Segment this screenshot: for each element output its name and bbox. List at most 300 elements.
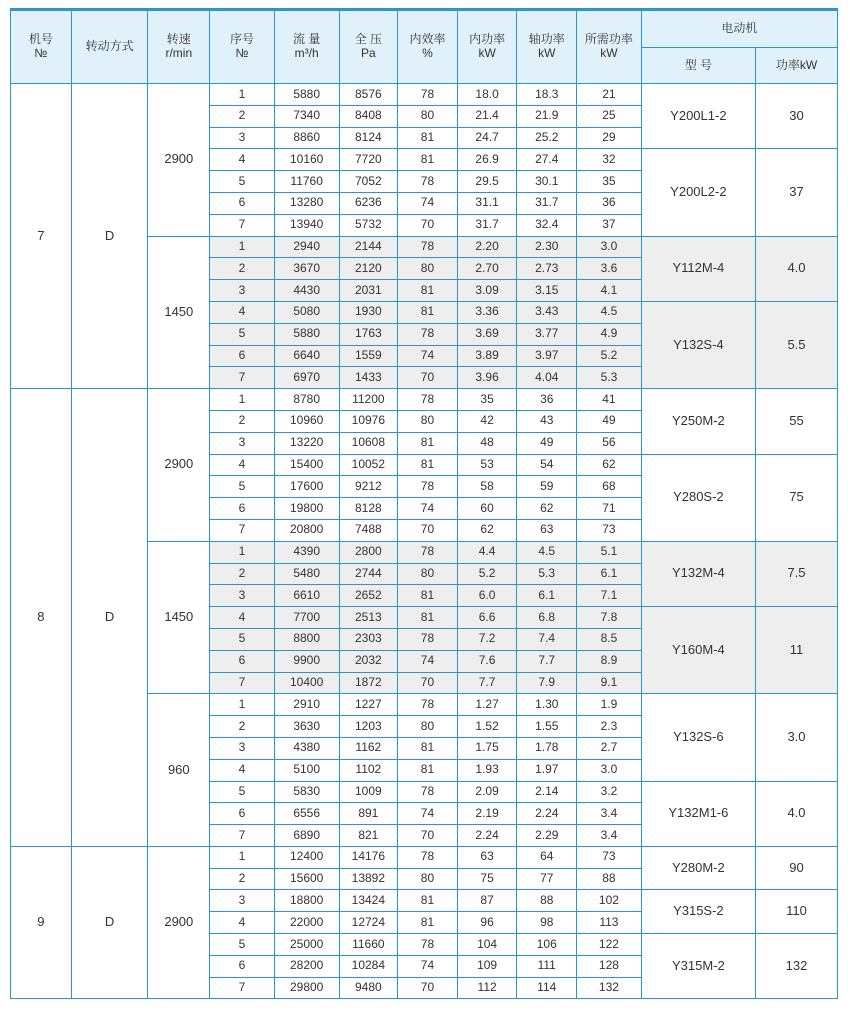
seq-cell: 5 xyxy=(210,781,275,803)
efficiency-cell: 78 xyxy=(398,781,458,803)
shaft-power-cell: 98 xyxy=(517,912,577,934)
seq-cell: 3 xyxy=(210,585,275,607)
inner-power-cell: 104 xyxy=(457,934,517,956)
motor-power-cell: 90 xyxy=(755,846,837,890)
flow-cell: 5880 xyxy=(274,84,339,106)
pressure-cell: 14176 xyxy=(339,846,398,868)
shaft-power-cell: 6.8 xyxy=(517,607,577,629)
required-power-cell: 128 xyxy=(577,955,642,977)
speed-cell: 1450 xyxy=(148,541,210,694)
motor-power-cell: 37 xyxy=(755,149,837,236)
pressure-cell: 12724 xyxy=(339,912,398,934)
flow-cell: 5080 xyxy=(274,301,339,323)
required-power-cell: 62 xyxy=(577,454,642,476)
pressure-cell: 10052 xyxy=(339,454,398,476)
pressure-cell: 1763 xyxy=(339,323,398,345)
seq-cell: 2 xyxy=(210,563,275,585)
efficiency-cell: 78 xyxy=(398,846,458,868)
inner-power-cell: 31.7 xyxy=(457,214,517,236)
required-power-cell: 9.1 xyxy=(577,672,642,694)
header-motor: 电动机 xyxy=(641,11,837,48)
flow-cell: 5830 xyxy=(274,781,339,803)
inner-power-cell: 62 xyxy=(457,519,517,541)
seq-cell: 1 xyxy=(210,694,275,716)
flow-cell: 7700 xyxy=(274,607,339,629)
table-row xyxy=(11,389,838,411)
inner-power-cell: 87 xyxy=(457,890,517,912)
inner-power-cell: 2.24 xyxy=(457,825,517,847)
seq-cell: 7 xyxy=(210,825,275,847)
pressure-cell: 8128 xyxy=(339,498,398,520)
table-header xyxy=(11,11,838,84)
flow-cell: 4430 xyxy=(274,280,339,302)
inner-power-cell: 3.96 xyxy=(457,367,517,389)
shaft-power-cell: 18.3 xyxy=(517,84,577,106)
required-power-cell: 49 xyxy=(577,410,642,432)
shaft-power-cell: 64 xyxy=(517,846,577,868)
inner-power-cell: 6.0 xyxy=(457,585,517,607)
motor-power-cell: 132 xyxy=(755,934,837,999)
required-power-cell: 36 xyxy=(577,192,642,214)
pressure-cell: 1227 xyxy=(339,694,398,716)
shaft-power-cell: 3.77 xyxy=(517,323,577,345)
flow-cell: 13940 xyxy=(274,214,339,236)
shaft-power-cell: 21.9 xyxy=(517,105,577,127)
flow-cell: 6610 xyxy=(274,585,339,607)
header-pressure: 全 压 Pa xyxy=(339,11,398,84)
seq-cell: 3 xyxy=(210,127,275,149)
inner-power-cell: 7.7 xyxy=(457,672,517,694)
machine-no-cell: 8 xyxy=(11,389,72,847)
inner-power-cell: 3.69 xyxy=(457,323,517,345)
flow-cell: 3670 xyxy=(274,258,339,280)
header-drive: 转动方式 xyxy=(71,11,148,84)
efficiency-cell: 81 xyxy=(398,890,458,912)
flow-cell: 15600 xyxy=(274,868,339,890)
pressure-cell: 10608 xyxy=(339,432,398,454)
efficiency-cell: 78 xyxy=(398,694,458,716)
seq-cell: 6 xyxy=(210,345,275,367)
motor-power-cell: 30 xyxy=(755,84,837,149)
seq-cell: 5 xyxy=(210,628,275,650)
efficiency-cell: 80 xyxy=(398,716,458,738)
required-power-cell: 5.1 xyxy=(577,541,642,563)
pressure-cell: 1433 xyxy=(339,367,398,389)
shaft-power-cell: 63 xyxy=(517,519,577,541)
seq-cell: 7 xyxy=(210,367,275,389)
flow-cell: 9900 xyxy=(274,650,339,672)
efficiency-cell: 70 xyxy=(398,825,458,847)
pressure-cell: 1162 xyxy=(339,737,398,759)
motor-model-cell: Y315M-2 xyxy=(641,934,755,999)
required-power-cell: 6.1 xyxy=(577,563,642,585)
shaft-power-cell: 4.04 xyxy=(517,367,577,389)
inner-power-cell: 2.20 xyxy=(457,236,517,258)
seq-cell: 2 xyxy=(210,410,275,432)
required-power-cell: 68 xyxy=(577,476,642,498)
shaft-power-cell: 3.15 xyxy=(517,280,577,302)
required-power-cell: 5.3 xyxy=(577,367,642,389)
efficiency-cell: 70 xyxy=(398,367,458,389)
pressure-cell: 821 xyxy=(339,825,398,847)
motor-model-cell: Y160M-4 xyxy=(641,607,755,694)
shaft-power-cell: 7.4 xyxy=(517,628,577,650)
pressure-cell: 9480 xyxy=(339,977,398,999)
pressure-cell: 2120 xyxy=(339,258,398,280)
required-power-cell: 3.6 xyxy=(577,258,642,280)
efficiency-cell: 74 xyxy=(398,803,458,825)
inner-power-cell: 29.5 xyxy=(457,171,517,193)
inner-power-cell: 18.0 xyxy=(457,84,517,106)
table-row xyxy=(11,84,838,106)
efficiency-cell: 74 xyxy=(398,498,458,520)
motor-power-cell: 55 xyxy=(755,389,837,454)
shaft-power-cell: 2.30 xyxy=(517,236,577,258)
inner-power-cell: 26.9 xyxy=(457,149,517,171)
inner-power-cell: 7.6 xyxy=(457,650,517,672)
motor-power-cell: 7.5 xyxy=(755,541,837,606)
header-efficiency: 内效率 % xyxy=(398,11,458,84)
required-power-cell: 1.9 xyxy=(577,694,642,716)
inner-power-cell: 1.75 xyxy=(457,737,517,759)
motor-model-cell: Y132M1-6 xyxy=(641,781,755,846)
seq-cell: 3 xyxy=(210,432,275,454)
header-flow: 流 量 m³/h xyxy=(274,11,339,84)
efficiency-cell: 81 xyxy=(398,912,458,934)
motor-power-cell: 110 xyxy=(755,890,837,934)
efficiency-cell: 78 xyxy=(398,541,458,563)
shaft-power-cell: 2.24 xyxy=(517,803,577,825)
pressure-cell: 7720 xyxy=(339,149,398,171)
seq-cell: 3 xyxy=(210,280,275,302)
efficiency-cell: 74 xyxy=(398,650,458,672)
efficiency-cell: 78 xyxy=(398,84,458,106)
efficiency-cell: 70 xyxy=(398,977,458,999)
efficiency-cell: 81 xyxy=(398,759,458,781)
seq-cell: 2 xyxy=(210,716,275,738)
flow-cell: 8800 xyxy=(274,628,339,650)
inner-power-cell: 96 xyxy=(457,912,517,934)
seq-cell: 5 xyxy=(210,476,275,498)
efficiency-cell: 78 xyxy=(398,628,458,650)
flow-cell: 6640 xyxy=(274,345,339,367)
seq-cell: 5 xyxy=(210,323,275,345)
shaft-power-cell: 3.97 xyxy=(517,345,577,367)
header-required-power: 所需功率 kW xyxy=(577,11,642,84)
flow-cell: 2910 xyxy=(274,694,339,716)
efficiency-cell: 80 xyxy=(398,105,458,127)
seq-cell: 4 xyxy=(210,454,275,476)
motor-model-cell: Y200L2-2 xyxy=(641,149,755,236)
required-power-cell: 4.1 xyxy=(577,280,642,302)
efficiency-cell: 81 xyxy=(398,585,458,607)
required-power-cell: 21 xyxy=(577,84,642,106)
flow-cell: 4380 xyxy=(274,737,339,759)
shaft-power-cell: 31.7 xyxy=(517,192,577,214)
flow-cell: 10400 xyxy=(274,672,339,694)
motor-power-cell: 11 xyxy=(755,607,837,694)
required-power-cell: 4.5 xyxy=(577,301,642,323)
inner-power-cell: 3.36 xyxy=(457,301,517,323)
efficiency-cell: 74 xyxy=(398,345,458,367)
required-power-cell: 29 xyxy=(577,127,642,149)
seq-cell: 4 xyxy=(210,301,275,323)
seq-cell: 1 xyxy=(210,846,275,868)
flow-cell: 13220 xyxy=(274,432,339,454)
flow-cell: 13280 xyxy=(274,192,339,214)
efficiency-cell: 70 xyxy=(398,519,458,541)
flow-cell: 6890 xyxy=(274,825,339,847)
required-power-cell: 3.4 xyxy=(577,803,642,825)
pressure-cell: 10284 xyxy=(339,955,398,977)
efficiency-cell: 70 xyxy=(398,214,458,236)
flow-cell: 10160 xyxy=(274,149,339,171)
pressure-cell: 2031 xyxy=(339,280,398,302)
seq-cell: 5 xyxy=(210,934,275,956)
pressure-cell: 9212 xyxy=(339,476,398,498)
motor-model-cell: Y132M-4 xyxy=(641,541,755,606)
motor-model-cell: Y200L1-2 xyxy=(641,84,755,149)
flow-cell: 29800 xyxy=(274,977,339,999)
efficiency-cell: 80 xyxy=(398,563,458,585)
inner-power-cell: 21.4 xyxy=(457,105,517,127)
required-power-cell: 56 xyxy=(577,432,642,454)
seq-cell: 3 xyxy=(210,737,275,759)
efficiency-cell: 70 xyxy=(398,672,458,694)
pressure-cell: 2652 xyxy=(339,585,398,607)
motor-model-cell: Y280S-2 xyxy=(641,454,755,541)
pressure-cell: 10976 xyxy=(339,410,398,432)
pressure-cell: 5732 xyxy=(339,214,398,236)
seq-cell: 4 xyxy=(210,149,275,171)
required-power-cell: 25 xyxy=(577,105,642,127)
required-power-cell: 4.9 xyxy=(577,323,642,345)
shaft-power-cell: 54 xyxy=(517,454,577,476)
flow-cell: 28200 xyxy=(274,955,339,977)
pressure-cell: 2744 xyxy=(339,563,398,585)
seq-cell: 4 xyxy=(210,759,275,781)
seq-cell: 7 xyxy=(210,519,275,541)
pressure-cell: 13892 xyxy=(339,868,398,890)
required-power-cell: 7.8 xyxy=(577,607,642,629)
required-power-cell: 71 xyxy=(577,498,642,520)
seq-cell: 6 xyxy=(210,955,275,977)
flow-cell: 10960 xyxy=(274,410,339,432)
seq-cell: 1 xyxy=(210,541,275,563)
flow-cell: 15400 xyxy=(274,454,339,476)
flow-cell: 6556 xyxy=(274,803,339,825)
flow-cell: 25000 xyxy=(274,934,339,956)
inner-power-cell: 48 xyxy=(457,432,517,454)
machine-no-cell: 9 xyxy=(11,846,72,999)
efficiency-cell: 80 xyxy=(398,410,458,432)
motor-model-cell: Y132S-4 xyxy=(641,301,755,388)
shaft-power-cell: 27.4 xyxy=(517,149,577,171)
efficiency-cell: 78 xyxy=(398,934,458,956)
flow-cell: 2940 xyxy=(274,236,339,258)
flow-cell: 3630 xyxy=(274,716,339,738)
shaft-power-cell: 1.30 xyxy=(517,694,577,716)
pressure-cell: 8124 xyxy=(339,127,398,149)
inner-power-cell: 2.19 xyxy=(457,803,517,825)
header-speed: 转速 r/min xyxy=(148,11,210,84)
pressure-cell: 2303 xyxy=(339,628,398,650)
shaft-power-cell: 5.3 xyxy=(517,563,577,585)
pressure-cell: 1559 xyxy=(339,345,398,367)
motor-model-cell: Y315S-2 xyxy=(641,890,755,934)
efficiency-cell: 81 xyxy=(398,301,458,323)
flow-cell: 19800 xyxy=(274,498,339,520)
seq-cell: 7 xyxy=(210,672,275,694)
pressure-cell: 2144 xyxy=(339,236,398,258)
shaft-power-cell: 2.29 xyxy=(517,825,577,847)
shaft-power-cell: 1.55 xyxy=(517,716,577,738)
motor-model-cell: Y250M-2 xyxy=(641,389,755,454)
header-inner-power: 内功率 kW xyxy=(457,11,517,84)
efficiency-cell: 78 xyxy=(398,323,458,345)
drive-type-cell: D xyxy=(71,84,148,389)
shaft-power-cell: 32.4 xyxy=(517,214,577,236)
flow-cell: 12400 xyxy=(274,846,339,868)
motor-power-cell: 4.0 xyxy=(755,236,837,301)
motor-power-cell: 4.0 xyxy=(755,781,837,846)
shaft-power-cell: 2.73 xyxy=(517,258,577,280)
shaft-power-cell: 36 xyxy=(517,389,577,411)
shaft-power-cell: 114 xyxy=(517,977,577,999)
pressure-cell: 11200 xyxy=(339,389,398,411)
flow-cell: 20800 xyxy=(274,519,339,541)
inner-power-cell: 1.27 xyxy=(457,694,517,716)
required-power-cell: 5.2 xyxy=(577,345,642,367)
flow-cell: 22000 xyxy=(274,912,339,934)
seq-cell: 7 xyxy=(210,977,275,999)
motor-model-cell: Y280M-2 xyxy=(641,846,755,890)
required-power-cell: 41 xyxy=(577,389,642,411)
required-power-cell: 3.4 xyxy=(577,825,642,847)
seq-cell: 2 xyxy=(210,868,275,890)
pressure-cell: 7052 xyxy=(339,171,398,193)
pressure-cell: 1102 xyxy=(339,759,398,781)
flow-cell: 7340 xyxy=(274,105,339,127)
required-power-cell: 2.3 xyxy=(577,716,642,738)
inner-power-cell: 35 xyxy=(457,389,517,411)
inner-power-cell: 6.6 xyxy=(457,607,517,629)
efficiency-cell: 78 xyxy=(398,236,458,258)
shaft-power-cell: 88 xyxy=(517,890,577,912)
shaft-power-cell: 1.78 xyxy=(517,737,577,759)
seq-cell: 6 xyxy=(210,803,275,825)
shaft-power-cell: 7.9 xyxy=(517,672,577,694)
motor-model-cell: Y132S-6 xyxy=(641,694,755,781)
seq-cell: 3 xyxy=(210,890,275,912)
required-power-cell: 3.0 xyxy=(577,759,642,781)
pressure-cell: 8576 xyxy=(339,84,398,106)
fan-performance-table-sheet xyxy=(10,10,838,999)
drive-type-cell: D xyxy=(71,846,148,999)
shaft-power-cell: 77 xyxy=(517,868,577,890)
seq-cell: 7 xyxy=(210,214,275,236)
seq-cell: 5 xyxy=(210,171,275,193)
inner-power-cell: 42 xyxy=(457,410,517,432)
flow-cell: 8860 xyxy=(274,127,339,149)
motor-power-cell: 3.0 xyxy=(755,694,837,781)
motor-model-cell: Y112M-4 xyxy=(641,236,755,301)
efficiency-cell: 81 xyxy=(398,149,458,171)
pressure-cell: 1872 xyxy=(339,672,398,694)
inner-power-cell: 1.93 xyxy=(457,759,517,781)
table-body xyxy=(11,84,838,999)
flow-cell: 17600 xyxy=(274,476,339,498)
pressure-cell: 6236 xyxy=(339,192,398,214)
inner-power-cell: 75 xyxy=(457,868,517,890)
inner-power-cell: 3.09 xyxy=(457,280,517,302)
header-motor-model: 型 号 xyxy=(641,48,755,84)
speed-cell: 1450 xyxy=(148,236,210,389)
efficiency-cell: 81 xyxy=(398,280,458,302)
flow-cell: 18800 xyxy=(274,890,339,912)
required-power-cell: 73 xyxy=(577,519,642,541)
seq-cell: 6 xyxy=(210,650,275,672)
efficiency-cell: 74 xyxy=(398,192,458,214)
inner-power-cell: 5.2 xyxy=(457,563,517,585)
inner-power-cell: 2.09 xyxy=(457,781,517,803)
efficiency-cell: 81 xyxy=(398,127,458,149)
pressure-cell: 7488 xyxy=(339,519,398,541)
seq-cell: 6 xyxy=(210,192,275,214)
flow-cell: 8780 xyxy=(274,389,339,411)
inner-power-cell: 4.4 xyxy=(457,541,517,563)
speed-cell: 2900 xyxy=(148,846,210,999)
required-power-cell: 37 xyxy=(577,214,642,236)
inner-power-cell: 7.2 xyxy=(457,628,517,650)
inner-power-cell: 63 xyxy=(457,846,517,868)
flow-cell: 5100 xyxy=(274,759,339,781)
seq-cell: 6 xyxy=(210,498,275,520)
header-machine-no: 机号 № xyxy=(11,11,72,84)
speed-cell: 2900 xyxy=(148,84,210,237)
efficiency-cell: 78 xyxy=(398,389,458,411)
seq-cell: 1 xyxy=(210,389,275,411)
efficiency-cell: 81 xyxy=(398,607,458,629)
shaft-power-cell: 59 xyxy=(517,476,577,498)
required-power-cell: 32 xyxy=(577,149,642,171)
pressure-cell: 8408 xyxy=(339,105,398,127)
pressure-cell: 13424 xyxy=(339,890,398,912)
shaft-power-cell: 49 xyxy=(517,432,577,454)
shaft-power-cell: 62 xyxy=(517,498,577,520)
shaft-power-cell: 1.97 xyxy=(517,759,577,781)
inner-power-cell: 3.89 xyxy=(457,345,517,367)
required-power-cell: 3.0 xyxy=(577,236,642,258)
pressure-cell: 11660 xyxy=(339,934,398,956)
table-row xyxy=(11,846,838,868)
required-power-cell: 8.9 xyxy=(577,650,642,672)
shaft-power-cell: 7.7 xyxy=(517,650,577,672)
efficiency-cell: 74 xyxy=(398,955,458,977)
motor-power-cell: 75 xyxy=(755,454,837,541)
header-motor-power: 功率kW xyxy=(755,48,837,84)
seq-cell: 4 xyxy=(210,607,275,629)
required-power-cell: 3.2 xyxy=(577,781,642,803)
inner-power-cell: 112 xyxy=(457,977,517,999)
shaft-power-cell: 43 xyxy=(517,410,577,432)
inner-power-cell: 31.1 xyxy=(457,192,517,214)
header-shaft-power: 轴功率 kW xyxy=(517,11,577,84)
speed-cell: 2900 xyxy=(148,389,210,542)
seq-cell: 2 xyxy=(210,258,275,280)
flow-cell: 5480 xyxy=(274,563,339,585)
required-power-cell: 113 xyxy=(577,912,642,934)
